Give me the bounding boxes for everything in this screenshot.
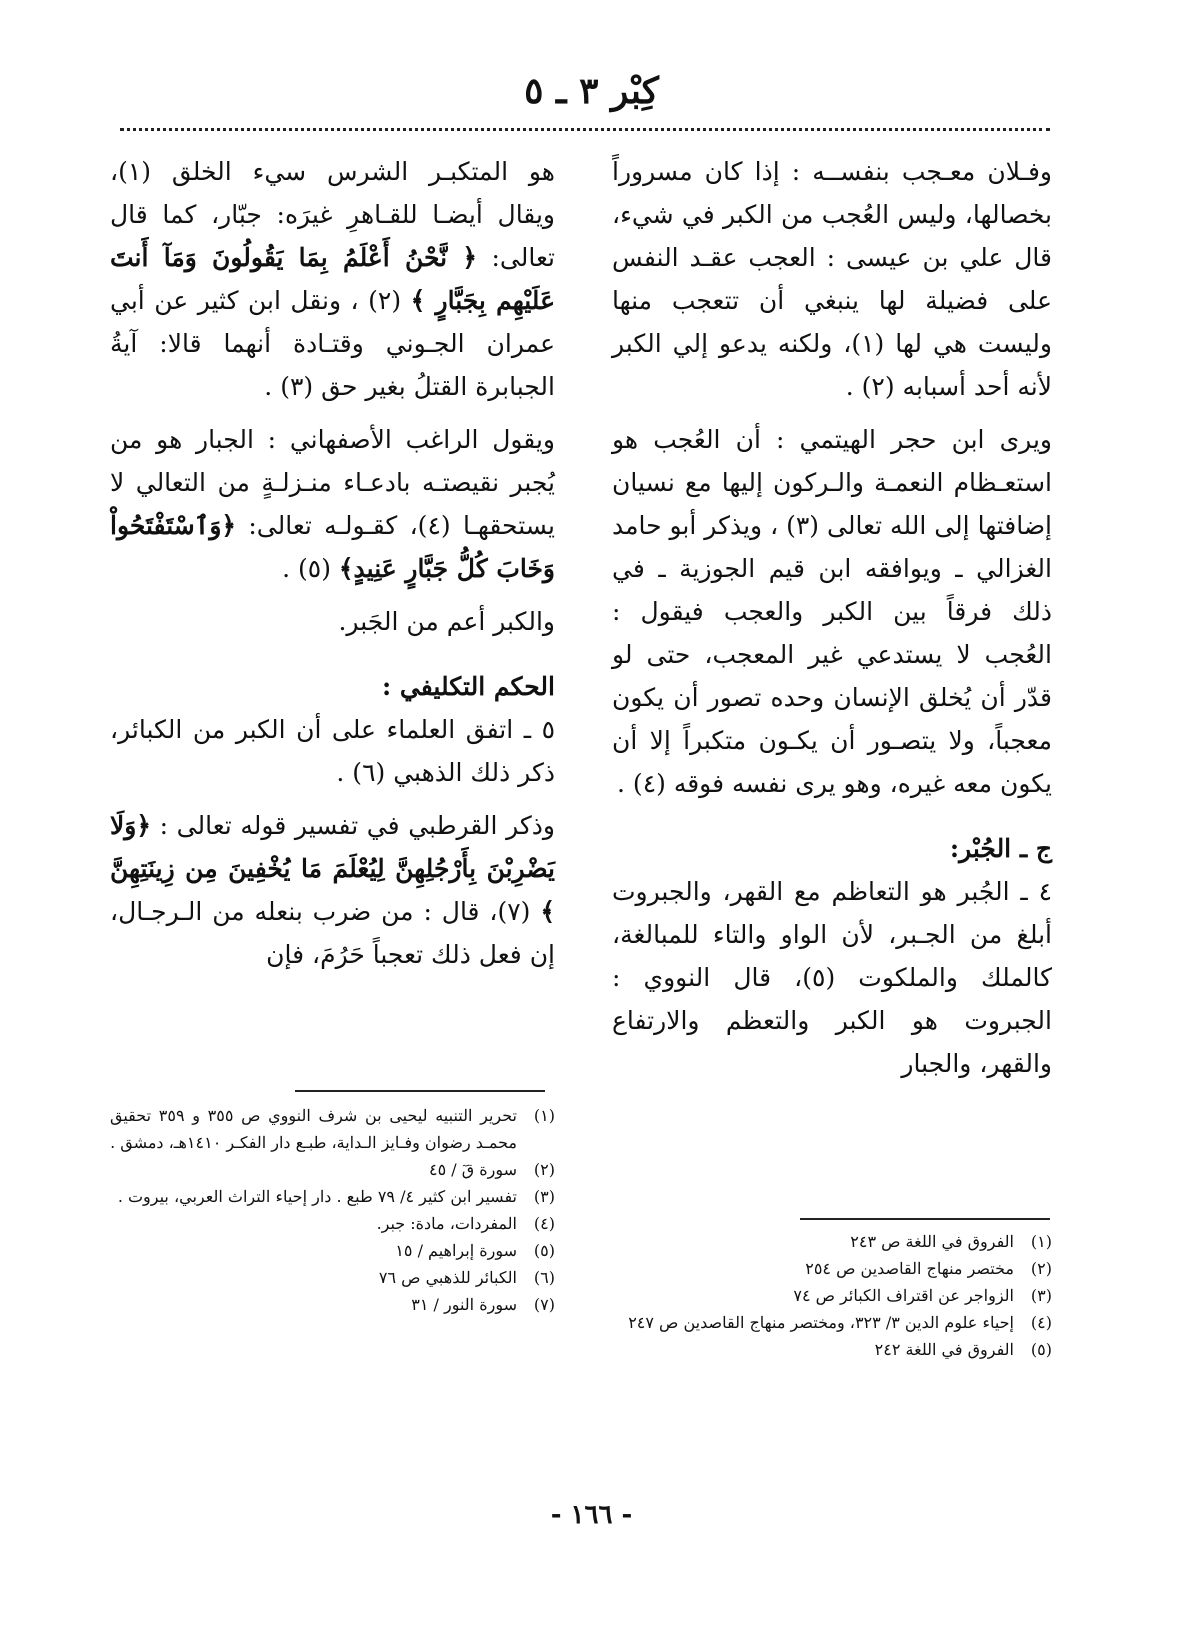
footnote-text: سورة قٓ / ٤٥ bbox=[428, 1160, 517, 1179]
footnote-text: سورة النور / ٣١ bbox=[411, 1295, 517, 1314]
left-column bbox=[110, 150, 555, 986]
footnote-text: تفسير ابن كثير ٤/ ٧٩ طبع . دار إحياء التراث العربي، بيروت . bbox=[117, 1187, 517, 1206]
footnote bbox=[612, 1228, 1052, 1255]
page-header: كِبْر ٣ ـ ٥ bbox=[524, 70, 659, 112]
footnote-number: (٢) bbox=[533, 1160, 555, 1179]
left-paragraph-1 bbox=[110, 150, 555, 408]
footnote-number: (٤) bbox=[533, 1214, 555, 1233]
footnote-text: الزواجر عن اقتراف الكبائر ص ٧٤ bbox=[793, 1286, 1014, 1305]
right-paragraph-2: ويرى ابن حجر الهيتمي : أن العُجب هو استعـظام النعمـة والـركون إليها مع نسيان إضافتها إلى الله تعالى (٣) ، ويذكر أبو حامد الغزالي ـ ويوافقه ابن قيم الجوزية ـ في ذلك فرقاً بين الكبر والعجب فيقول : العُجب لا يستدعي غير المعجب، حتى لو قدّر أن يُخلق الإنسان وحده تصور أن يكون معجباً، ولا يتصـور أن يكـون متكبراً إلا أن يكون معه غيره، وهو يرى نفسه فوقه (٤) . bbox=[611, 425, 1052, 798]
quran-verse-2: ﴿وَٱسْتَفْتَحُواْ وَخَابَ كُلُّ جَبَّارٍ عَنِيدٍ﴾ bbox=[110, 511, 555, 583]
footnote-divider-left bbox=[295, 1090, 545, 1092]
footnote-text: الفروق في اللغة ص ٢٤٣ bbox=[850, 1232, 1014, 1251]
footnote-number: (٥) bbox=[1030, 1340, 1052, 1359]
footnote-number: (١) bbox=[1030, 1232, 1052, 1251]
footnote-text: الكبائر للذهبي ص ٧٦ bbox=[378, 1268, 517, 1287]
left-p2-tail: (٥) . bbox=[282, 554, 331, 583]
footnote-number: (٢) bbox=[1030, 1259, 1052, 1278]
footnote bbox=[110, 1156, 555, 1183]
footnote bbox=[110, 1264, 555, 1291]
right-paragraph-1: وفـلان معـجب بنفســه : إذا كان مسروراً بخصالها، وليس العُجب من الكبر في شيء، قال علي بن عيسى : العجب عقـد النفس على فضيلة لها ينبغي أن تتعجب منها وليست هي لها (١)، ولكنه يدعو إلي الكبر لأنه أحد أسبابه (٢) . bbox=[612, 157, 1052, 401]
footnote-number: (٣) bbox=[533, 1187, 555, 1206]
quran-verse-1: ﴿ نَّحْنُ أَعْلَمُ بِمَا يَقُولُونَ وَمَآ أَنتَ عَلَيْهِم بِجَبَّارٍ ﴾ bbox=[110, 243, 555, 315]
footnote bbox=[110, 1183, 555, 1210]
footnote bbox=[612, 1282, 1052, 1309]
footnote-text: سورة إبراهيم / ١٥ bbox=[395, 1241, 517, 1260]
footnote bbox=[612, 1309, 1052, 1336]
footnotes-left bbox=[110, 1102, 555, 1318]
footnote bbox=[110, 1210, 555, 1237]
footnote-number: (٣) bbox=[1030, 1286, 1052, 1305]
footnote bbox=[110, 1237, 555, 1264]
left-paragraph-2 bbox=[110, 418, 555, 590]
footnote bbox=[110, 1102, 555, 1156]
footnotes-right bbox=[612, 1228, 1052, 1363]
footnote-number: (٤) bbox=[1030, 1313, 1052, 1332]
left-p1-text: هو المتكبـر الشرس سيء الخلق (١)، ويقال أيضـا للقـاهرِ غيرَه: جبّار، كما قال تعالى: bbox=[110, 157, 556, 272]
left-p2-text: ويقول الراغب الأصفهاني : الجبار هو من يُجبر نقيصتـه بادعـاء منـزلـةٍ من التعالي لا يستحقهـا (٤)، كقـولـه تعالى: bbox=[110, 425, 555, 540]
footnote bbox=[110, 1291, 555, 1318]
right-paragraph-4: ٤ ـ الجُبر هو التعاظم مع القهر، والجبروت أبلغ من الجـبر، لأن الواو والتاء للمبالغة، كالملك والملكوت (٥)، قال النووي : الجبروت هو الكبر والتعظم والارتفاع والقهر، والجبار bbox=[612, 877, 1052, 1078]
right-column bbox=[612, 150, 1052, 1095]
footnote bbox=[612, 1336, 1052, 1363]
left-paragraph-4: ٥ ـ اتفق العلماء على أن الكبر من الكبائر، ذكر ذلك الذهبي (٦) . bbox=[110, 715, 555, 787]
section-heading-ruling: الحكم التكليفي : bbox=[382, 672, 555, 701]
left-paragraph-5 bbox=[110, 804, 555, 976]
footnote-text: تحرير التنبيه ليحيى بن شرف النووي ص ٣٥٥ و ٣٥٩ تحقيق محمـد رضوان وفـايز الـداية، طبـع دار الفكـر ١٤١٠هـ، دمشق . bbox=[110, 1106, 518, 1152]
quran-verse-3: ﴿وَلَا يَضْرِبْنَ بِأَرْجُلِهِنَّ لِيُعْلَمَ مَا يُخْفِينَ مِن زِينَتِهِنَّ ﴾ bbox=[110, 811, 555, 926]
page-number: - ١٦٦ - bbox=[550, 1500, 633, 1530]
left-p5-tail: (٧)، قال : من ضرب بنعله من الـرجـال، إن فعل ذلك تعجباً حَرُمَ، فإن bbox=[110, 897, 555, 969]
footnote-text: المفردات، مادة: جبر. bbox=[376, 1214, 517, 1233]
footnote-number: (٦) bbox=[533, 1268, 555, 1287]
footnote-text: الفروق في اللغة ٢٤٢ bbox=[874, 1340, 1014, 1359]
footnote-number: (٧) bbox=[533, 1295, 555, 1314]
footnote-number: (٥) bbox=[533, 1241, 555, 1260]
footnote bbox=[612, 1255, 1052, 1282]
left-p1-tail: (٢) ، ونقل ابن كثير عن أبي عمران الجـوني وقتـادة أنهما قالا: آيةُ الجبابرة القتلُ بغير حق (٣) . bbox=[110, 286, 555, 401]
footnote-divider-right bbox=[800, 1218, 1050, 1220]
footnote-number: (١) bbox=[533, 1106, 555, 1125]
section-heading-jabr: ج ـ الجُبْر: bbox=[949, 834, 1052, 863]
footnote-text: إحياء علوم الدين ٣/ ٣٢٣، ومختصر منهاج القاصدين ص ٢٤٧ bbox=[628, 1313, 1014, 1332]
left-p5-text: وذكر القرطبي في تفسير قوله تعالى : bbox=[159, 811, 556, 840]
footnote-text: مختصر منهاج القاصدين ص ٢٥٤ bbox=[805, 1259, 1014, 1278]
left-paragraph-3: والكبر أعم من الجَبر. bbox=[338, 607, 555, 636]
header-divider bbox=[120, 128, 1050, 131]
